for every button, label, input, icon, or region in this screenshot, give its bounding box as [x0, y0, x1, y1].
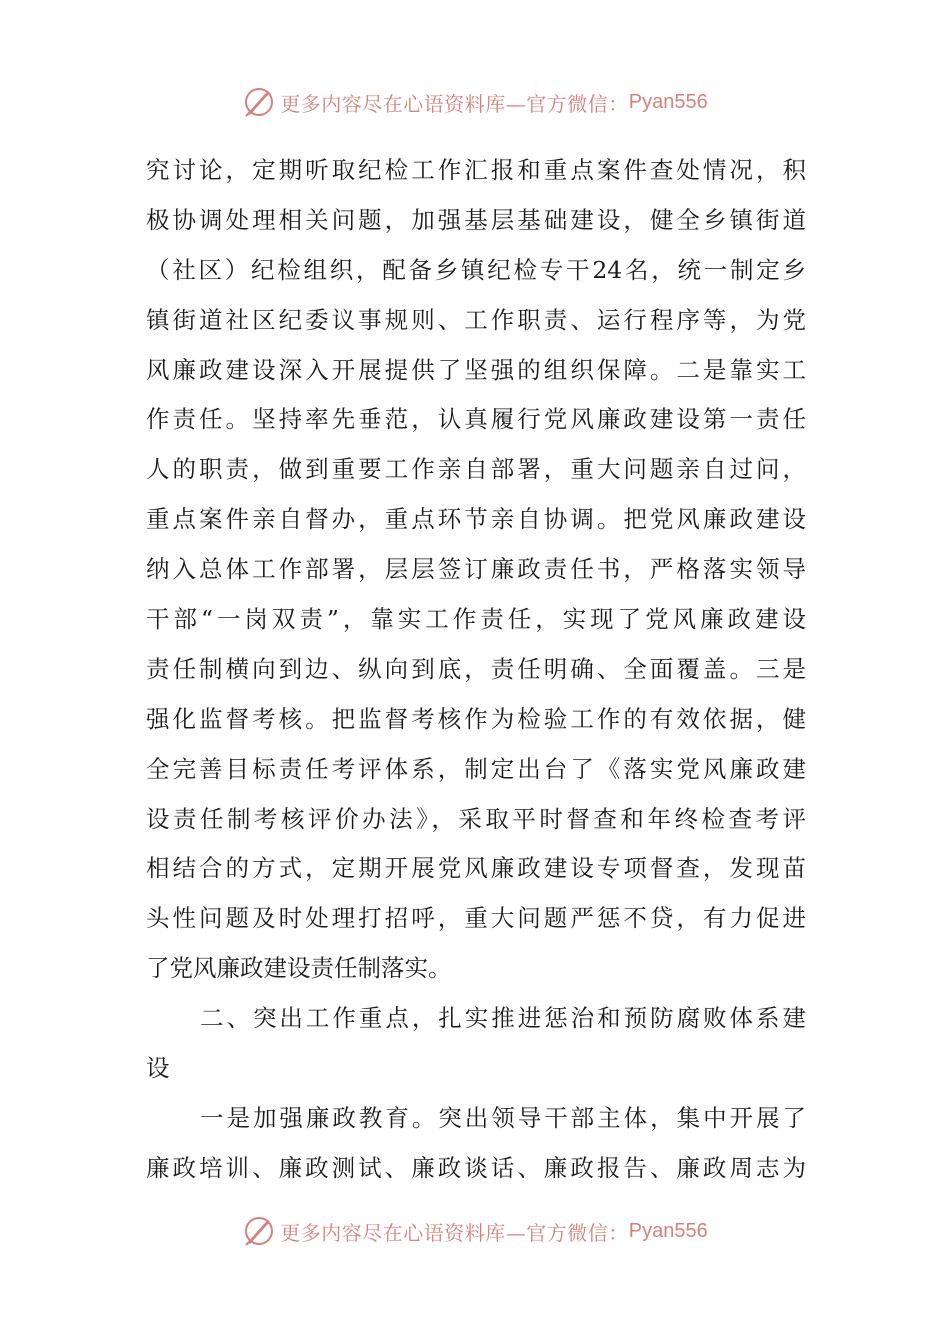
watermark-text: 更多内容尽在心语资料库—官方微信： [280, 91, 629, 116]
body-line: 重点案件亲自督办，重点环节亲自协调。把党风廉政建设 [146, 505, 806, 534]
watermark-text: 更多内容尽在心语资料库—官方微信： [280, 1220, 629, 1245]
watermark-header [0, 82, 950, 122]
body-line: 了党风廉政建设责任制落实。 [146, 954, 452, 983]
watermark-footer [0, 1211, 950, 1251]
body-line: 纳入总体工作部署，层层签订廉政责任书，严格落实领导 [146, 555, 806, 584]
body-line: 相结合的方式，定期开展党风廉政建设专项督查，发现苗 [146, 854, 806, 883]
section-heading-continued: 设 [146, 1054, 170, 1083]
body-line: 镇街道社区纪委议事规则、工作职责、运行程序等，为党 [146, 305, 806, 334]
body-line: 究讨论，定期听取纪检工作汇报和重点案件查处情况，积 [146, 156, 806, 184]
body-line: 干部“一岗双责”，靠实工作责任，实现了党风廉政建设 [146, 605, 806, 634]
body-line: 责任制横向到边、纵向到底，责任明确、全面覆盖。三是 [146, 654, 806, 683]
body-line: 风廉政建设深入开展提供了坚强的组织保障。二是靠实工 [146, 355, 806, 384]
body-line: 极协调处理相关问题，加强基层基础建设，健全乡镇街道 [146, 205, 806, 234]
body-line: 人的职责，做到重要工作亲自部署，重大问题亲自过问， [146, 455, 806, 484]
body-line: 全完善目标责任考评体系，制定出台了《落实党风廉政建 [146, 754, 806, 783]
body-line: 头性问题及时处理打招呼，重大问题严惩不贷，有力促进 [146, 904, 806, 933]
body-line: 一是加强廉政教育。突出领导干部主体，集中开展了 [200, 1103, 806, 1132]
watermark-wechat-id: Pyan556 [628, 90, 708, 113]
body-line: 廉政培训、廉政测试、廉政谈话、廉政报告、廉政周志为 [146, 1153, 806, 1182]
watermark-wechat-id: Pyan556 [628, 1219, 708, 1242]
body-line: （社区）纪检组织，配备乡镇纪检专干24名，统一制定乡 [146, 255, 806, 284]
body-line: 作责任。坚持率先垂范，认真履行党风廉政建设第一责任 [146, 405, 806, 434]
pen-logo-icon [242, 85, 276, 119]
body-line: 强化监督考核。把监督考核作为检验工作的有效依据，健 [146, 704, 806, 733]
document-body [146, 146, 806, 1194]
pen-logo-icon [242, 1214, 276, 1248]
section-heading: 二、突出工作重点，扎实推进惩治和预防腐败体系建 [200, 1004, 806, 1033]
body-line: 设责任制考核评价办法》，采取平时督查和年终检查考评 [146, 804, 806, 833]
